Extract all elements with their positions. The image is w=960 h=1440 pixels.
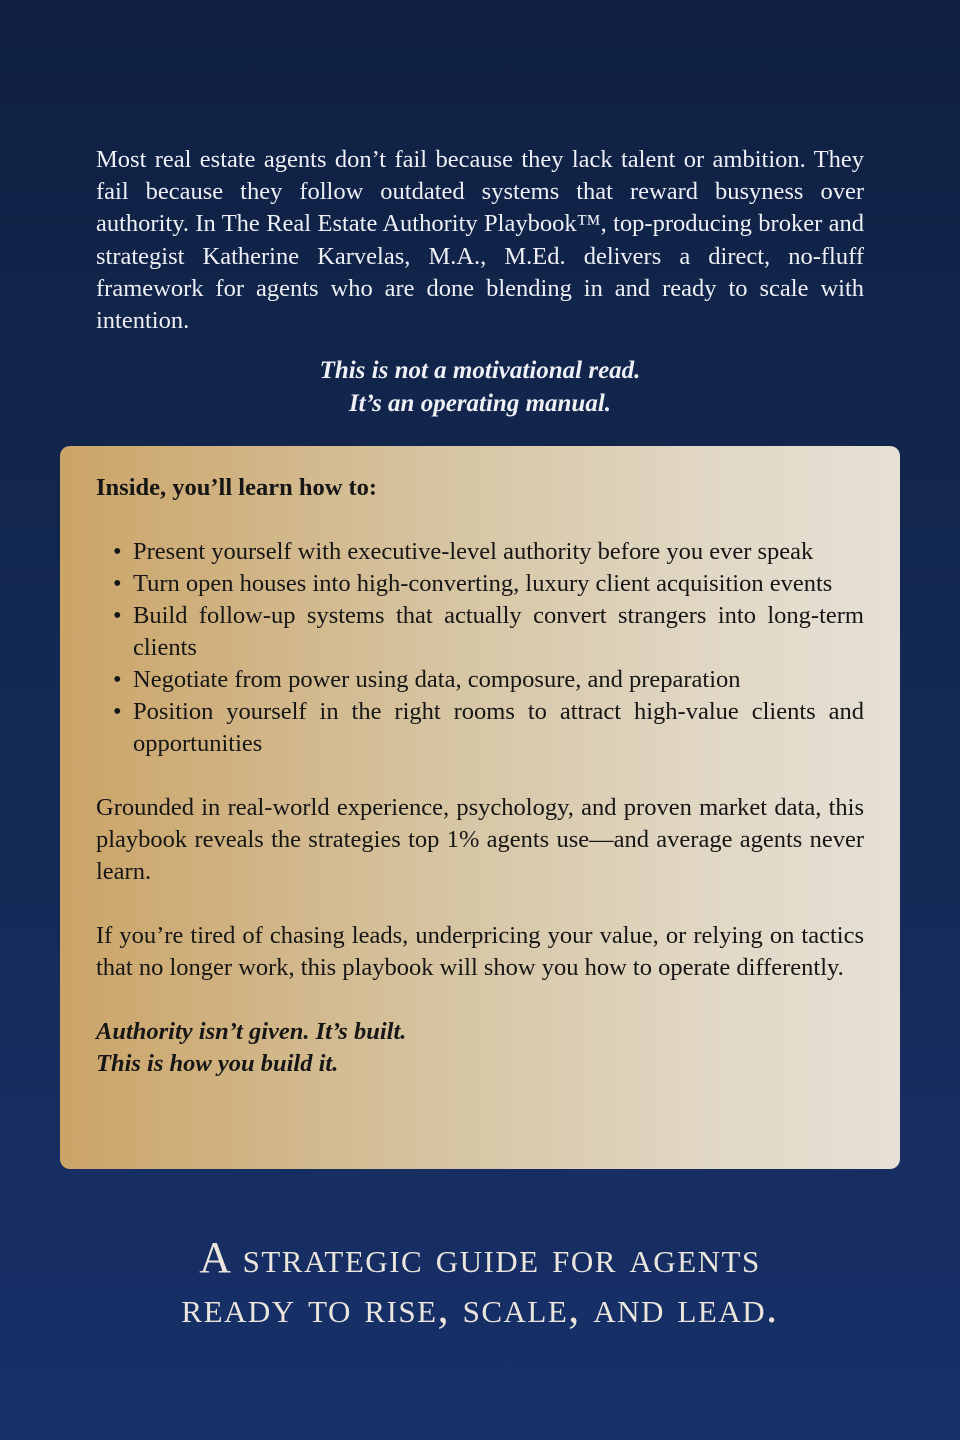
learning-panel-content <box>96 472 864 1080</box>
bullet-icon: • <box>113 602 122 629</box>
closing-statement <box>96 1016 864 1080</box>
bullet-icon: • <box>113 698 122 725</box>
bullet-icon: • <box>113 666 122 693</box>
tagline <box>96 354 864 420</box>
intro-paragraph: Most real estate agents don’t fail because they lack talent or ambition. They fail because they follow outdated systems that reward busyness over authority. In The Real Estate Authority Playbook™, top-producing broker and strategist Katherine Karvelas, M.A., M.Ed. delivers a direct, no-fluff framework for agents who are done blending in and ready to scale with intention. <box>96 146 864 335</box>
list-item-text: Negotiate from power using data, composure, and preparation <box>133 666 741 693</box>
closing-line-2: This is how you build it. <box>96 1050 339 1077</box>
learning-panel <box>60 446 900 1169</box>
panel-heading: Inside, you’ll learn how to: <box>96 474 378 501</box>
list-item-text: Present yourself with executive-level authority before you ever speak <box>133 538 814 565</box>
list-item-text: Turn open houses into high-converting, luxury client acquisition events <box>133 570 833 597</box>
closing-line-1: Authority isn’t given. It’s built. <box>96 1018 407 1045</box>
footer-line-2: ready to rise, scale, and lead. <box>181 1283 779 1332</box>
bullet-icon: • <box>113 570 122 597</box>
list-item <box>96 536 864 568</box>
list-item <box>96 664 864 696</box>
footer-line-1: A strategic guide for agents <box>199 1233 761 1282</box>
list-item <box>96 696 864 760</box>
list-item-text: Build follow-up systems that actually convert strangers into long-term clients <box>133 602 864 661</box>
intro-section <box>96 144 864 337</box>
bullet-icon: • <box>113 538 122 565</box>
footer-tagline <box>60 1233 900 1333</box>
list-item-text: Position yourself in the right rooms to attract high-value clients and opportunities <box>133 698 864 757</box>
list-item <box>96 600 864 664</box>
panel-paragraph-1: Grounded in real-world experience, psychology, and proven market data, this playbook reveals the strategies top 1% agents use—and average agents never learn. <box>96 794 864 885</box>
panel-paragraph-2: If you’re tired of chasing leads, underpricing your value, or relying on tactics that no longer work, this playbook will show you how to operate differently. <box>96 922 864 981</box>
tagline-line-2: It’s an operating manual. <box>348 390 612 417</box>
list-item <box>96 568 864 600</box>
learning-list <box>96 536 864 760</box>
tagline-line-1: This is not a motivational read. <box>319 357 641 384</box>
